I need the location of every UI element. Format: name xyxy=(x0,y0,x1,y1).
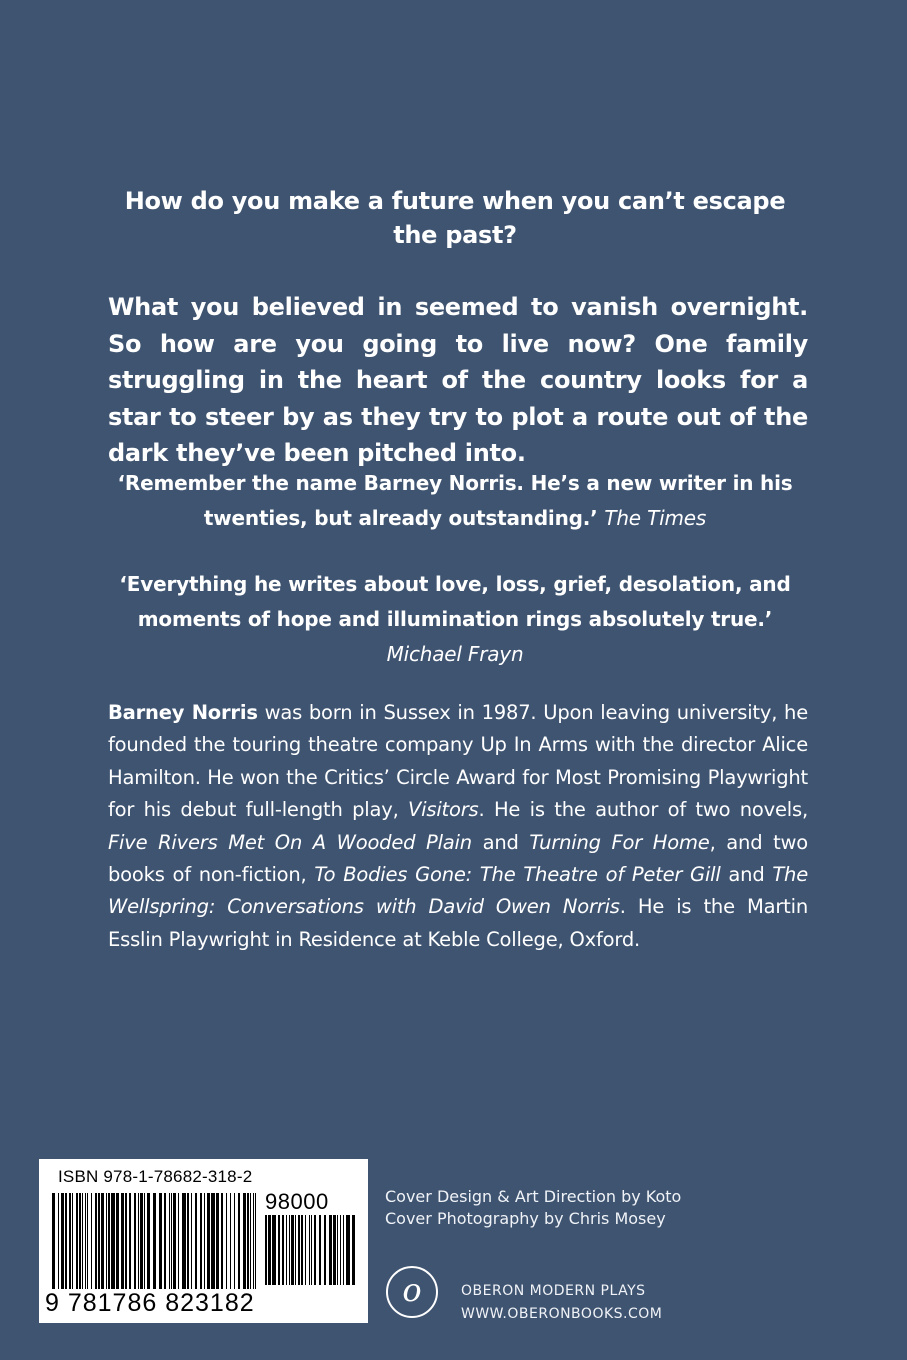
barcode-bar xyxy=(85,1193,86,1289)
barcode-bar xyxy=(204,1193,205,1289)
barcode-bar xyxy=(346,1215,350,1285)
barcode-bar xyxy=(69,1193,71,1289)
logo-letter: o xyxy=(402,1271,422,1309)
barcode-bar xyxy=(76,1193,78,1289)
blurb: What you believed in seemed to vanish overnight. So how are you going to live now? One family struggling in the heart of the country looks for a star to steer by as they try to plot a route out of the dark they’ve been pitched into. xyxy=(108,293,808,467)
barcode-bar xyxy=(182,1193,186,1289)
barcode-bar xyxy=(291,1215,294,1285)
barcode-bar xyxy=(238,1193,240,1289)
barcode-bar xyxy=(286,1215,287,1285)
barcode-bar xyxy=(52,1193,55,1289)
tagline: How do you make a future when you can’t escape the past? xyxy=(124,187,786,249)
barcode-bar xyxy=(101,1193,104,1289)
barcode-bar xyxy=(200,1193,202,1289)
cover-credits xyxy=(385,1186,681,1230)
barcode-bar xyxy=(226,1193,227,1289)
review-quote xyxy=(100,466,810,536)
barcode-bar xyxy=(91,1193,92,1289)
barcode-bar xyxy=(144,1193,145,1289)
bio-text: . He is the author of two novels, xyxy=(478,798,808,822)
bio-text: , and two books of non-fiction, xyxy=(108,830,808,887)
barcode-bar xyxy=(164,1193,166,1289)
publisher-website: WWW.OBERONBOOKS.COM xyxy=(461,1306,663,1322)
barcode-bar xyxy=(191,1193,192,1289)
series-name: OBERON MODERN PLAYS xyxy=(461,1283,646,1299)
barcode-bar xyxy=(352,1215,355,1285)
barcode-bar xyxy=(265,1215,267,1285)
barcode-bar xyxy=(173,1193,176,1289)
barcode-bar xyxy=(247,1193,249,1289)
barcode-bar xyxy=(147,1193,150,1289)
bio-text: was born in Sussex in 1987. Upon leaving university, he founded the touring theatre company Up In Arms with the director Alice Hamilton. He won the Critics’ Circle Award for Most Promising Playwright for his debut full-length play, xyxy=(108,701,808,822)
barcode-bar xyxy=(129,1193,131,1289)
author-bio xyxy=(108,697,808,956)
quote-text: ‘Remember the name Barney Norris. He’s a new writer in his twenties, but already outstanding.’ xyxy=(117,471,793,530)
quote-text: ‘Everything he writes about love, loss, grief, desolation, and moments of hope and illumination rings absolutely true.’ xyxy=(119,572,791,631)
barcode-bar xyxy=(314,1215,316,1285)
bio-text: . He is the Martin Esslin Playwright in Residence at Keble College, Oxford. xyxy=(108,895,808,951)
barcode-bar xyxy=(61,1193,64,1289)
barcode-bar xyxy=(221,1193,223,1289)
quote-source: The Times xyxy=(604,506,707,530)
barcode-bar xyxy=(187,1193,189,1289)
barcode-bar xyxy=(255,1193,256,1289)
isbn-label: ISBN 978-1-78682-318-2 xyxy=(58,1167,253,1186)
bio-text: and xyxy=(720,863,773,887)
barcode-bar xyxy=(58,1193,59,1289)
barcode-bar xyxy=(305,1215,306,1285)
barcode-bar xyxy=(159,1193,162,1289)
barcode-bar xyxy=(329,1215,332,1285)
barcode-bar xyxy=(289,1215,290,1285)
book-title: Five Rivers Met On A Wooded Plain xyxy=(108,830,472,854)
barcode-bar xyxy=(216,1193,219,1289)
barcode-bar xyxy=(337,1215,338,1285)
publisher-info xyxy=(461,1280,662,1326)
barcode-bar xyxy=(65,1193,67,1289)
bio-text: and xyxy=(471,830,530,854)
barcode-bar xyxy=(111,1193,115,1289)
book-title: To Bodies Gone: The Theatre of Peter Gill xyxy=(314,863,721,887)
barcode-bar xyxy=(340,1215,341,1285)
barcode-bar xyxy=(282,1215,284,1285)
barcode-bar xyxy=(243,1193,246,1289)
barcode-bar xyxy=(108,1193,110,1289)
barcode-bar xyxy=(324,1215,326,1285)
book-title: The Wellspring: Conversations with David Owen Norris xyxy=(108,863,808,919)
barcode-bar xyxy=(153,1193,156,1289)
barcode-bar xyxy=(87,1193,88,1289)
barcode-addon xyxy=(265,1215,359,1285)
barcode-bar xyxy=(207,1193,210,1289)
barcode-bar xyxy=(178,1193,179,1289)
barcode-bar xyxy=(295,1215,296,1285)
barcode-bar xyxy=(301,1215,303,1285)
barcode-bar xyxy=(311,1215,312,1285)
barcode-bar xyxy=(195,1193,197,1289)
author-name: Barney Norris xyxy=(108,701,258,724)
barcode-bar xyxy=(79,1193,81,1289)
barcode-bar xyxy=(125,1193,127,1289)
barcode-bar xyxy=(234,1193,235,1289)
barcode-bar xyxy=(319,1215,321,1285)
barcode-bar xyxy=(343,1215,344,1285)
barcode-bar xyxy=(106,1193,107,1289)
photo-credit: Cover Photography by Chris Mosey xyxy=(385,1209,666,1228)
barcode-box xyxy=(39,1159,368,1323)
barcode-bar xyxy=(82,1193,83,1289)
review-quote xyxy=(100,567,810,672)
barcode-digits: 9 781786 823182 xyxy=(45,1289,255,1317)
barcode-bar xyxy=(140,1193,143,1289)
barcode-main xyxy=(52,1193,258,1289)
book-title: Visitors xyxy=(408,798,479,822)
barcode-bar xyxy=(72,1193,73,1289)
book-title: Turning For Home xyxy=(529,830,710,854)
design-credit: Cover Design & Art Direction by Koto xyxy=(385,1187,682,1206)
barcode-bar xyxy=(171,1193,172,1289)
barcode-bar xyxy=(298,1215,300,1285)
barcode-bar xyxy=(268,1215,271,1285)
barcode-bar xyxy=(272,1215,276,1285)
barcode-bar xyxy=(169,1193,170,1289)
barcode-bar xyxy=(333,1215,336,1285)
barcode-bar xyxy=(98,1193,100,1289)
barcode-bar xyxy=(95,1193,97,1289)
barcode-bar xyxy=(309,1215,310,1285)
oberon-logo xyxy=(386,1266,438,1318)
quote-source: Michael Frayn xyxy=(386,642,524,666)
barcode-bar xyxy=(121,1193,124,1289)
barcode-bar xyxy=(211,1193,215,1289)
barcode-bar xyxy=(134,1193,136,1289)
barcode-bar xyxy=(116,1193,119,1289)
barcode-bar xyxy=(253,1193,254,1289)
barcode-bar xyxy=(230,1193,231,1289)
barcode-bar xyxy=(250,1193,251,1289)
barcode-bar xyxy=(278,1215,280,1285)
barcode-bar xyxy=(138,1193,139,1289)
price-code: 98000 xyxy=(265,1189,329,1214)
